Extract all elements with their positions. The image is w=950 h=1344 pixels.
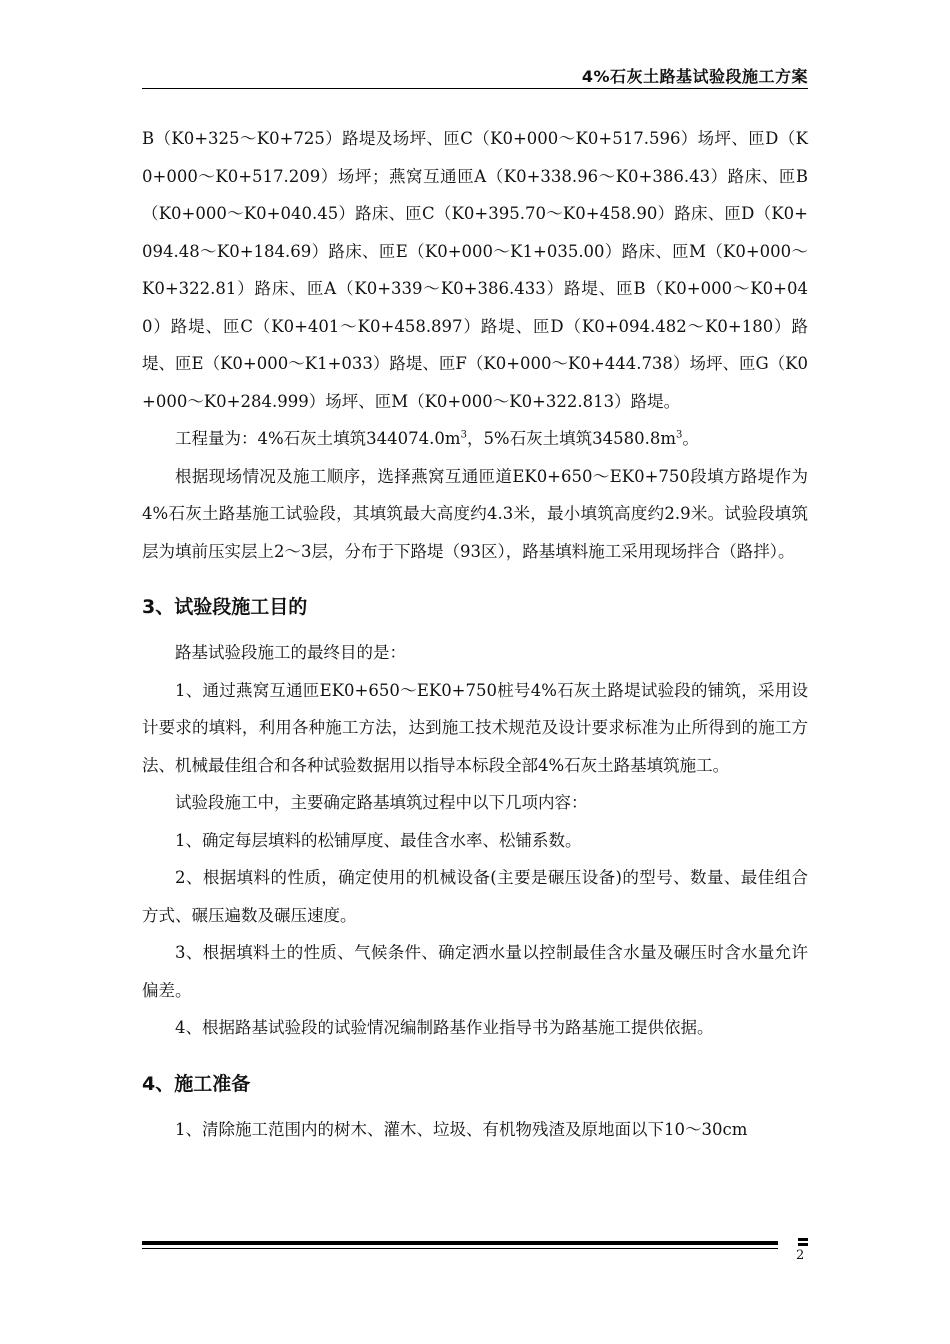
section-heading-3: 3、试验段施工目的 (142, 596, 308, 618)
document-body (142, 120, 808, 1148)
header-divider (142, 88, 808, 89)
list-item-4: 4、根据路基试验段的试验情况编制路基作业指导书为路基施工提供依据。 (175, 1018, 714, 1037)
page-marker (798, 1238, 808, 1248)
page-number: 2 (796, 1248, 805, 1263)
paragraph-purpose-intro: 路基试验段施工的最终目的是： (175, 643, 406, 662)
paragraph-purpose-1: 1、通过燕窝互通匝EK0+650～EK0+750桩号4%石灰土路堤试验段的铺筑，采用设计要求的填料，利用各种施工方法，达到施工技术规范及设计要求标准为止所得到的施工方法、机械最佳组合和各种试验数据用以指导本标段全部4%石灰土路基填筑施工。 (142, 680, 808, 775)
list-item-3: 3、根据填料土的性质、气候条件、确定洒水量以控制最佳含水量及碾压时含水量允许偏差。 (142, 943, 808, 1000)
paragraph-test-section: 根据现场情况及施工顺序，选择燕窝互通匝道EK0+650～EK0+750段填方路堤作为4%石灰土路基施工试验段，其填筑最大高度约4.3米，最小填筑高度约2.9米。试验段填筑层为填前压实层上2～3层，分布于下路堤（93区），路基填料施工采用现场拌合（路拌）。 (142, 466, 808, 561)
paragraph-quantity: 工程量为：4%石灰土填筑$344074.0m^3$，5%石灰土填筑$34580.8m^3$。 (175, 429, 699, 448)
list-item-1: 1、确定每层填料的松铺厚度、最佳含水率、松铺系数。 (175, 830, 582, 850)
header-title: 4%石灰土路基试验段施工方案 (581, 67, 808, 86)
paragraph-prep-1: 1、清除施工范围内的树木、灌木、垃圾、有机物残渣及原地面以下10～30cm (175, 1119, 748, 1139)
paragraph-ramp-list: B（K0+325～K0+725）路堤及场坪、匝C（K0+000～K0+517.596）场坪、匝D（K0+000～K0+517.209）场坪；燕窝互通匝A（K0+338.96～K0+386.43）路床、匝B（K0+000～K0+040.45）路床、匝C（K0+395.70～K0+458.90）路床、匝D（K0+094.48～K0+184.69）路床、匝E（K0+000～K1+035.00）路床、匝M（K0+000～K0+322.81）路床、匝A（K0+339～K0+386.433）路堤、匝B（K0+000～K0+040）路堤、匝C（K0+401～K0+458.897）路堤、匝D（K0+094.482～K0+180）路堤、匝E（K0+000～K1+033）路堤、匝F（K0+000～K0+444.738）场坪、匝G（K0+000～K0+284.999）场坪、匝M（K0+000～K0+322.813）路堤。 (142, 129, 808, 411)
footer-divider-thin (142, 1248, 778, 1249)
paragraph-contents-intro: 试验段施工中，主要确定路基填筑过程中以下几项内容： (175, 793, 588, 812)
footer-divider-thick (142, 1241, 778, 1245)
list-item-2: 2、根据填料的性质，确定使用的机械设备(主要是碾压设备)的型号、数量、最佳组合方式、碾压遍数及碾压速度。 (142, 868, 808, 925)
section-heading-4: 4、施工准备 (142, 1072, 251, 1095)
